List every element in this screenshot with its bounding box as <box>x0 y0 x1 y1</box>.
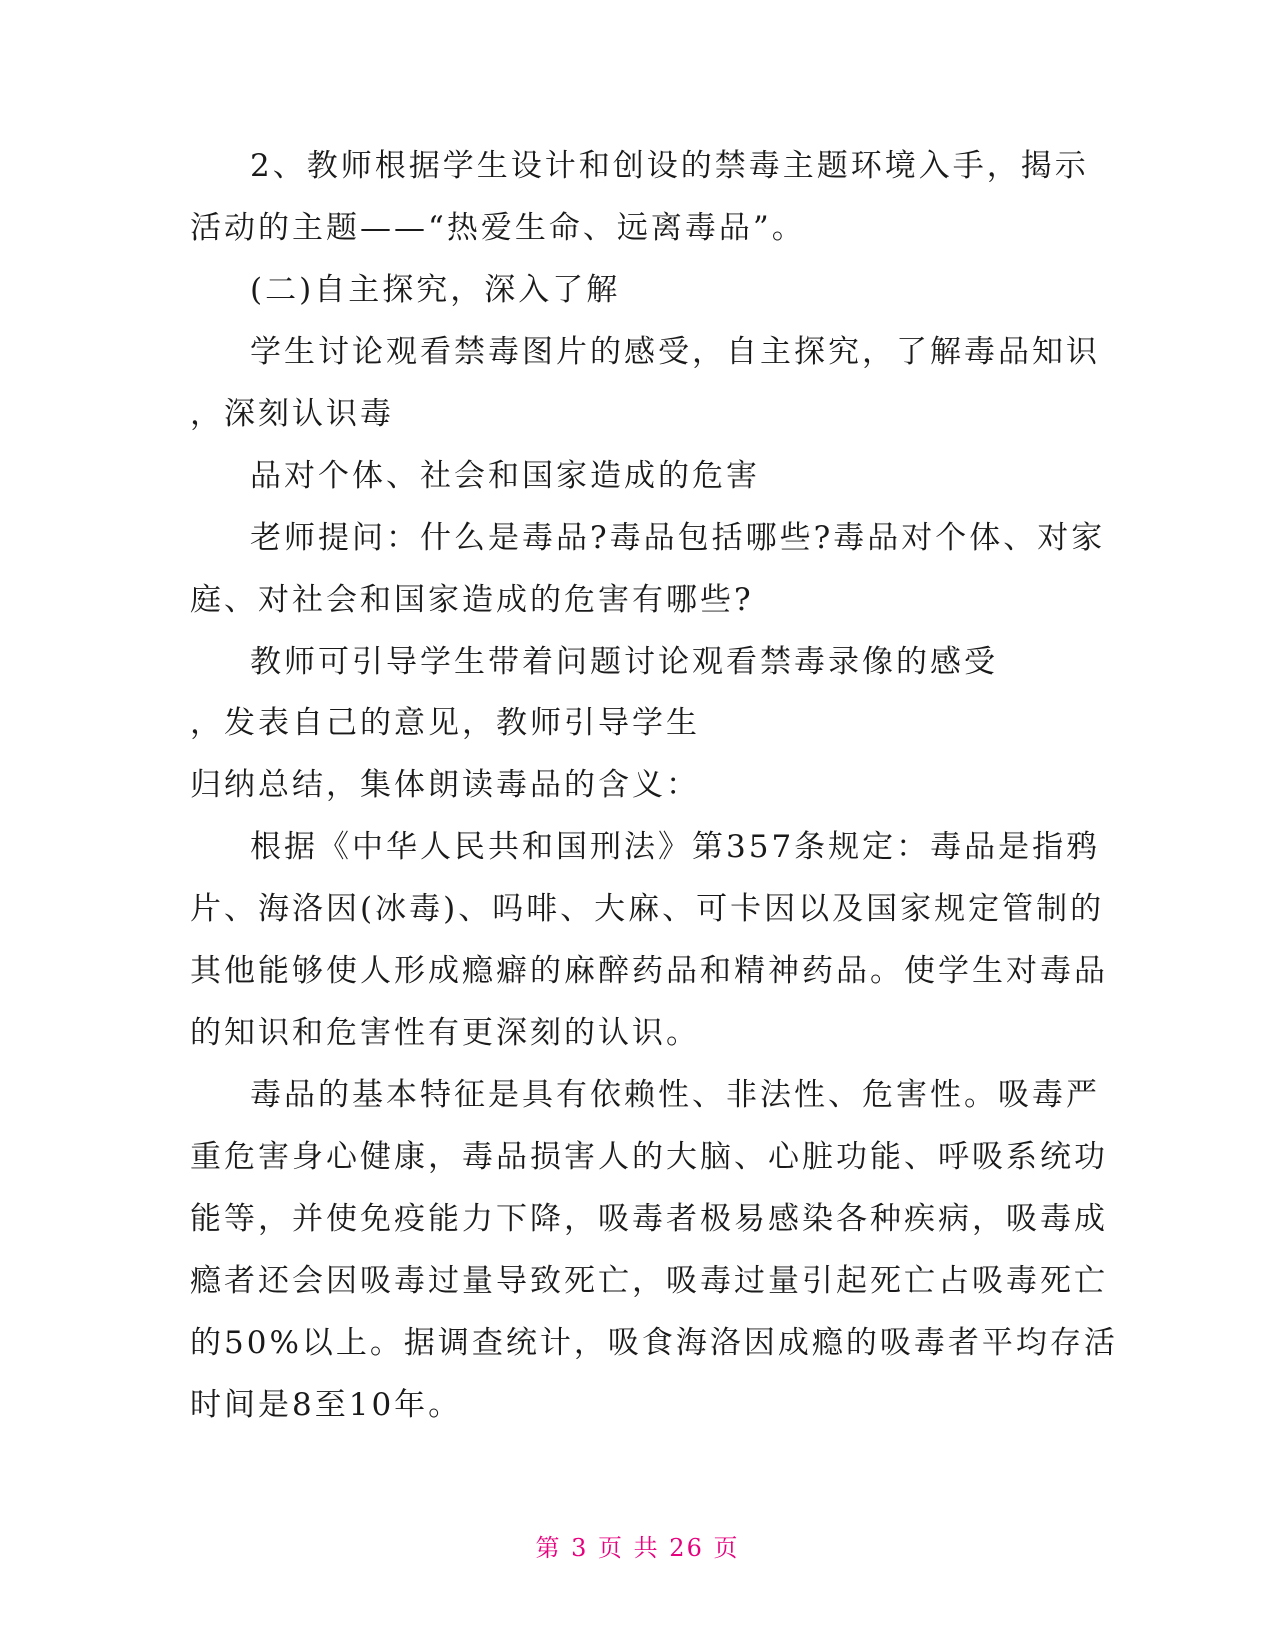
text-line: 毒品的基本特征是具有依赖性、非法性、危害性。吸毒严 <box>250 1077 1100 1113</box>
text-line: 活动的主题——“热爱生命、远离毒品”。 <box>190 210 806 246</box>
text-line: 瘾者还会因吸毒过量导致死亡，吸毒过量引起死亡占吸毒死亡 <box>190 1263 1108 1299</box>
text-line: 时间是8至10年。 <box>190 1387 463 1423</box>
text-line: 学生讨论观看禁毒图片的感受，自主探究，了解毒品知识 <box>250 334 1100 370</box>
text-line: ，发表自己的意见，教师引导学生 <box>190 705 700 741</box>
text-line: 能等，并使免疫能力下降，吸毒者极易感染各种疾病，吸毒成 <box>190 1201 1108 1237</box>
text-line: 重危害身心健康，毒品损害人的大脑、心脏功能、呼吸系统功 <box>190 1139 1108 1175</box>
text-line: 其他能够使人形成瘾癖的麻醉药品和精神药品。使学生对毒品 <box>190 953 1108 989</box>
text-line: 根据《中华人民共和国刑法》第357条规定：毒品是指鸦 <box>250 829 1101 865</box>
text-line: 庭、对社会和国家造成的危害有哪些? <box>190 582 754 618</box>
text-line: 2、教师根据学生设计和创设的禁毒主题环境入手，揭示 <box>250 148 1089 184</box>
text-line: 归纳总结，集体朗读毒品的含义： <box>190 767 700 803</box>
page-number-footer: 第 3 页 共 26 页 <box>535 1534 740 1562</box>
text-line: 片、海洛因(冰毒)、吗啡、大麻、可卡因以及国家规定管制的 <box>190 891 1105 927</box>
text-line: ，深刻认识毒 <box>190 396 394 432</box>
text-line: 老师提问：什么是毒品?毒品包括哪些?毒品对个体、对家 <box>250 520 1106 556</box>
text-line: 品对个体、社会和国家造成的危害 <box>250 458 760 494</box>
text-line: 教师可引导学生带着问题讨论观看禁毒录像的感受 <box>250 644 998 680</box>
section-heading: (二)自主探究，深入了解 <box>250 272 621 308</box>
text-line: 的知识和危害性有更深刻的认识。 <box>190 1015 700 1051</box>
text-line: 的50%以上。据调查统计，吸食海洛因成瘾的吸毒者平均存活 <box>190 1325 1118 1361</box>
